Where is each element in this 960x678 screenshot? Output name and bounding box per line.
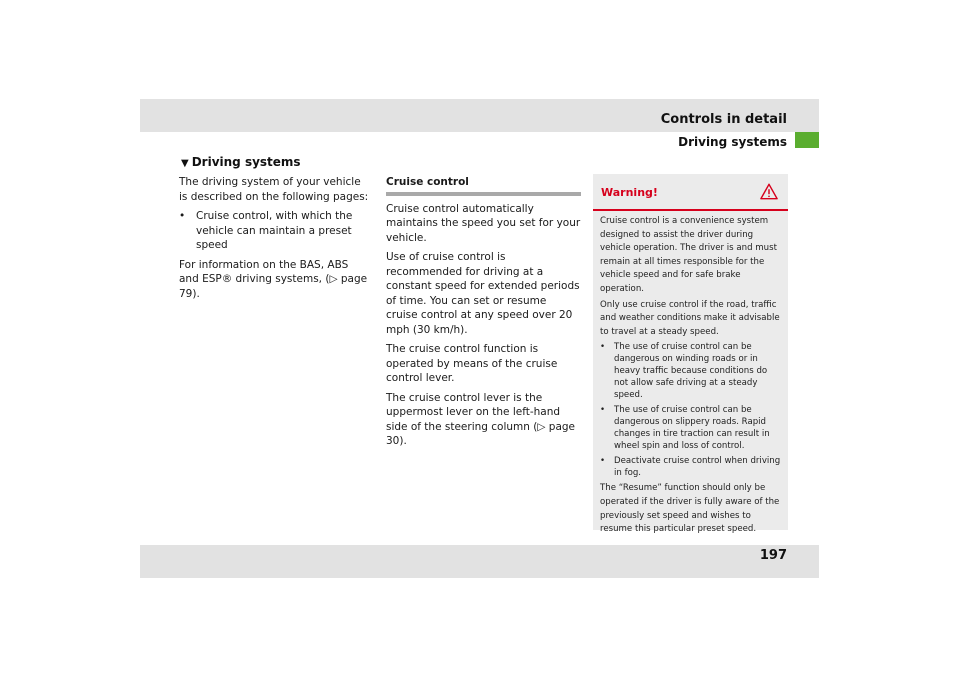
paragraph: Cruise control automatically maintains the speed you set for your vehicle. [386, 202, 581, 244]
list-item-text: Deactivate cruise control when driving in fog. [614, 456, 781, 479]
list-item [600, 455, 781, 479]
list-item [600, 341, 781, 401]
paragraph: Use of cruise control is recommended for driving at a constant speed for extended periods of time. You can set or resume cruise control at any speed over 20 mph (30 km/h). [386, 251, 580, 336]
warning-paragraph: Cruise control is a convenience system designed to assist the driver during vehicle operation. The driver is and must remain at all times responsible for the vehicle speed and for safe brake operation. [600, 216, 777, 294]
page-title [181, 155, 301, 169]
paragraph: The cruise control lever is the uppermost lever on the left-hand side of the steering column (▷ page 30). [386, 391, 575, 447]
page-number: 197 [759, 548, 787, 563]
paragraph: The cruise control function is operated by means of the cruise control lever. [386, 343, 558, 384]
bullet-icon: • [179, 210, 186, 222]
heading-rule [386, 192, 581, 196]
page-title-text: Driving systems [191, 155, 301, 169]
bullet-icon: • [600, 342, 606, 353]
section-color-tab [795, 132, 819, 148]
warning-triangle-icon [760, 183, 778, 200]
list-item-text: The use of cruise control can be dangerous on slippery roads. Rapid changes in tire traction can result in wheel spin and loss of control. [614, 405, 770, 452]
warning-closing: The “Resume” function should only be operated if the driver is fully aware of the previously set speed and wishes to resume this particular preset speed. [600, 483, 780, 535]
list-item-text: The use of cruise control can be dangerous on winding roads or in heavy traffic because conditions do not allow safe driving at a steady speed. [614, 342, 768, 401]
reference-paragraph: For information on the BAS, ABS and ESP® driving systems, (▷ page 79). [179, 258, 368, 300]
bullet-icon: • [600, 456, 606, 467]
triangle-down-icon: ▼ [181, 158, 189, 169]
subsection-title-header: Driving systems [678, 135, 787, 149]
warning-body [593, 211, 788, 537]
cruise-control-heading: Cruise control [386, 176, 469, 188]
list-item-text: Cruise control, with which the vehicle can maintain a preset speed [196, 210, 353, 251]
list-item [600, 404, 781, 452]
warning-paragraph: Only use cruise control if the road, traffic and weather conditions make it advisable to travel at a steady speed. [600, 299, 780, 337]
left-column [179, 175, 369, 306]
bullet-icon: • [600, 405, 606, 416]
warning-box [593, 174, 788, 535]
warning-title: Warning! [601, 186, 658, 199]
intro-paragraph: The driving system of your vehicle is described on the following pages: [179, 176, 369, 203]
section-title-header: Controls in detail [660, 112, 787, 127]
list-item [179, 209, 369, 253]
footer-band [140, 545, 819, 578]
warning-header [593, 174, 788, 211]
middle-column [386, 175, 581, 454]
